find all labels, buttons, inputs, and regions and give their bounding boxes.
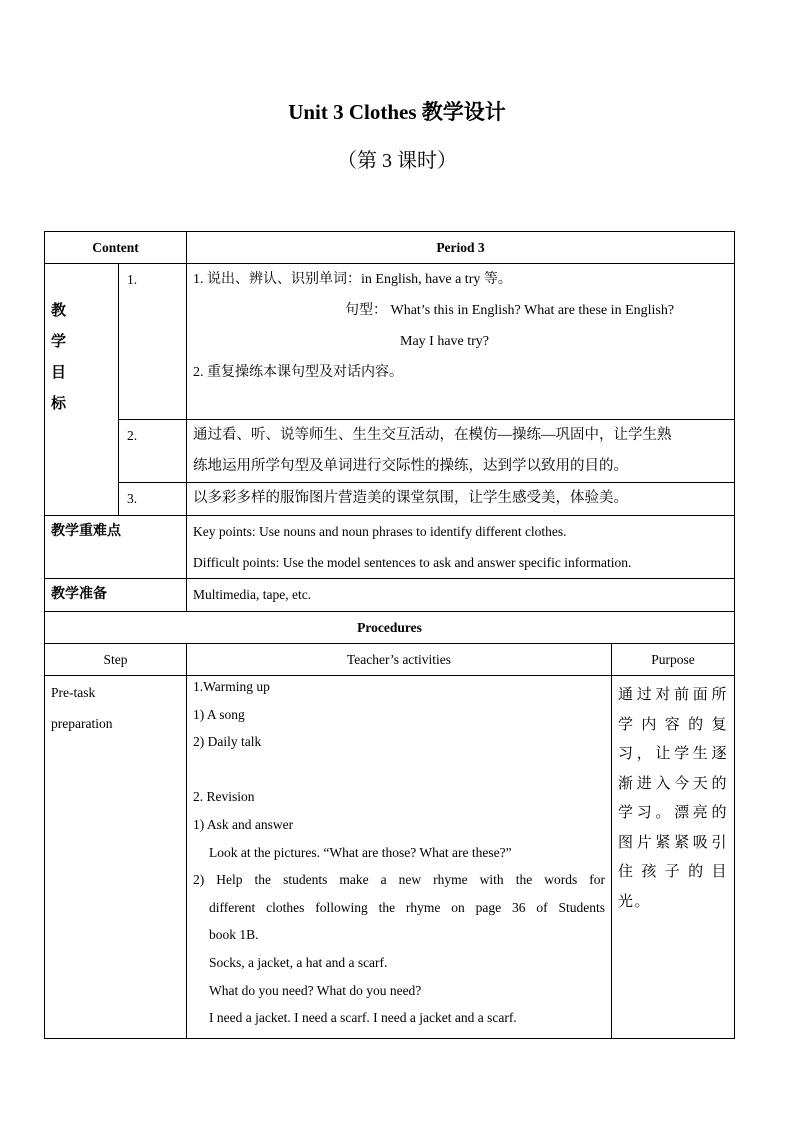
step-name-line: preparation bbox=[51, 716, 113, 731]
activity-line: 2) Help the students make a new rhyme with the words for bbox=[193, 872, 605, 888]
procedures-header: Procedures bbox=[45, 612, 735, 644]
key-points-row bbox=[45, 516, 735, 579]
period-header: Period 3 bbox=[187, 232, 735, 264]
activity-line: 1) A song bbox=[193, 706, 245, 722]
key-line: Key points: Use nouns and noun phrases to identify different clothes. bbox=[193, 524, 567, 539]
content-header: Content bbox=[45, 232, 187, 264]
purpose-column-header: Purpose bbox=[612, 644, 735, 676]
activity-line: Socks, a jacket, a hat and a scarf. bbox=[209, 954, 388, 970]
lesson-plan-table bbox=[44, 231, 735, 1039]
page-subtitle: （第 3 课时） bbox=[337, 150, 457, 172]
goal-number: 2. bbox=[119, 420, 187, 483]
activity-line bbox=[193, 756, 605, 784]
goals-label-char: 教 bbox=[51, 303, 67, 319]
goal-text bbox=[187, 420, 735, 483]
goal-text bbox=[187, 483, 735, 516]
activity-line: What do you need? What do you need? bbox=[209, 982, 422, 998]
goal-row bbox=[45, 420, 735, 483]
procedure-row bbox=[45, 676, 735, 1039]
step-name-line: Pre-task bbox=[51, 685, 96, 700]
goal-row bbox=[45, 483, 735, 516]
procedure-columns-row bbox=[45, 644, 735, 676]
goals-label-char: 学 bbox=[51, 334, 67, 350]
purpose-paragraph: 通过对前面所学内容的复习，让学生逐渐进入今天的学习。漂亮的图片紧紧吸引住孩子的目光。 bbox=[618, 687, 728, 910]
goal-line: 练地运用所学句型及单词进行交际性的操练，达到学以致用的目的。 bbox=[193, 458, 628, 474]
page-title: Unit 3 Clothes 教学设计 bbox=[288, 100, 506, 124]
goal-line: 句型： What’s this in English? What are these in English? bbox=[345, 303, 675, 318]
step-name bbox=[45, 676, 187, 1039]
goal-number: 1. bbox=[119, 264, 187, 420]
key-line: Difficult points: Use the model sentences to ask and answer specific information. bbox=[193, 555, 632, 570]
activity-line: 1.Warming up bbox=[193, 679, 270, 694]
goal-line: 1. 说出、辨认、识别单词：in English, have a try 等。 bbox=[193, 272, 512, 287]
goal-line: 以多彩多样的服饰图片营造美的课堂氛围，让学生感受美，体验美。 bbox=[193, 490, 628, 506]
preparation-row bbox=[45, 579, 735, 612]
activity-line: I need a jacket. I need a scarf. I need a jacket and a scarf. bbox=[209, 1010, 517, 1026]
activity-line: Look at the pictures. “What are those? What are these?” bbox=[209, 844, 512, 860]
purpose-text bbox=[612, 676, 735, 1039]
activity-line: different clothes following the rhyme on page 36 of Students bbox=[209, 899, 605, 915]
key-points-text bbox=[187, 516, 735, 579]
activities-column-header: Teacher’s activities bbox=[187, 644, 612, 676]
step-column-header: Step bbox=[45, 644, 187, 676]
activity-line: book 1B. bbox=[209, 927, 259, 943]
goal-line: 通过看、听、说等师生、生生交互活动，在模仿—操练—巩固中，让学生熟 bbox=[193, 427, 672, 443]
goal-line: May I have try? bbox=[400, 334, 490, 349]
activity-line: 2) Daily talk bbox=[193, 734, 262, 750]
goal-line: 2. 重复操练本课句型及对话内容。 bbox=[193, 365, 403, 380]
key-label: 教学重难点 bbox=[45, 516, 187, 579]
goal-number: 3. bbox=[119, 483, 187, 516]
procedures-header-row bbox=[45, 612, 735, 644]
prep-label: 教学准备 bbox=[45, 579, 187, 612]
goals-label-char: 目 bbox=[51, 365, 67, 381]
activities-text bbox=[187, 676, 612, 1039]
goals-label bbox=[45, 264, 119, 516]
activity-line: 2. Revision bbox=[193, 789, 255, 805]
header-row bbox=[45, 232, 735, 264]
prep-value: Multimedia, tape, etc. bbox=[187, 579, 735, 612]
goal-text bbox=[187, 264, 735, 420]
activity-line: 1) Ask and answer bbox=[193, 816, 294, 832]
goal-row bbox=[45, 264, 735, 420]
goals-label-char: 标 bbox=[51, 396, 67, 412]
